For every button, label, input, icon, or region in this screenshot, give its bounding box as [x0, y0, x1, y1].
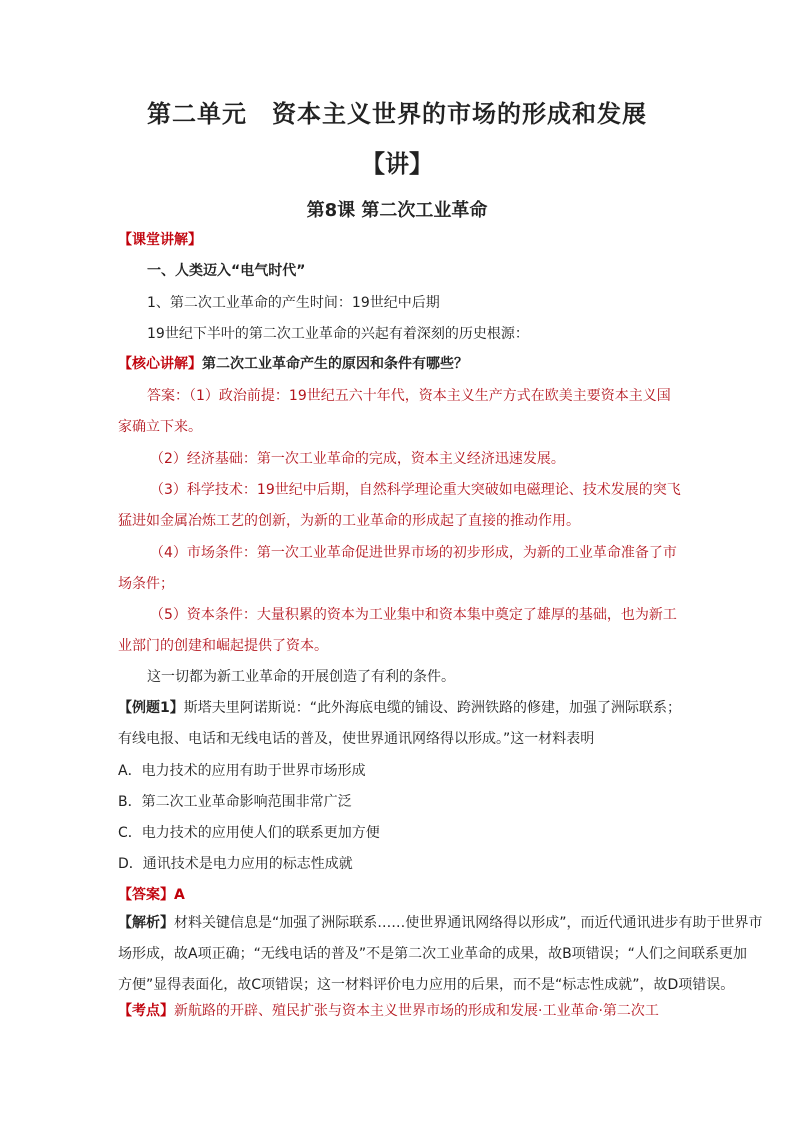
example-text-2: 有线电报、电话和无线电话的普及，使世界通讯网络得以形成。”这一材料表明	[118, 731, 595, 747]
example-label: 【例题1】	[118, 700, 184, 716]
option-b: B．第二次工业革命影响范围非常广泛	[118, 794, 352, 810]
answer-row	[118, 884, 185, 904]
answer-line-8: （5）资本条件：大量积累的资本为工业集中和资本集中奠定了雄厚的基础，也为新工	[150, 607, 677, 623]
example-text-1: 斯塔夫里阿诺斯说：“此外海底电缆的铺设、跨洲铁路的修建，加强了洲际联系；	[183, 700, 682, 716]
example-question	[118, 697, 681, 717]
answer-line-2: 家确立下来。	[118, 419, 202, 435]
option-a: A．电力技术的应用有助于世界市场形成	[118, 763, 366, 779]
analysis-line-3: 方便”显得表面化，故C项错误；这一材料评价电力应用的后果，而不是“标志性成就”，故D项错误。	[118, 977, 735, 993]
answer-line-5: 猛进如金属冶炼工艺的创新，为新的工业革命的形成起了直接的推动作用。	[118, 513, 580, 529]
section-subtitle: 【讲】	[361, 150, 433, 178]
answer-line-4: （3）科学技术：19世纪中后期，自然科学理论重大突破如电磁理论、技术发展的突飞	[150, 482, 681, 498]
answer-line-6: （4）市场条件：第一次工业革命促进世界市场的初步形成，为新的工业革命准备了市	[150, 545, 677, 561]
answer-line-9: 业部门的创建和崛起提供了资本。	[118, 638, 328, 654]
heading-electric-age: 一、人类迈入“电气时代”	[147, 263, 306, 279]
answer-line-3: （2）经济基础：第一次工业革命的完成，资本主义经济迅速发展。	[150, 451, 565, 467]
answer-value: A	[174, 887, 185, 903]
point-text: 新航路的开辟、殖民扩张与资本主义世界市场的形成和发展·工业革命·第二次工	[174, 1003, 659, 1019]
option-c: C．电力技术的应用使人们的联系更加方便	[118, 825, 380, 841]
analysis-label: 【解析】	[118, 915, 174, 931]
option-d: D．通讯技术是电力应用的标志性成就	[118, 856, 353, 872]
analysis-text-1: 材料关键信息是“加强了洲际联系……使世界通讯网络得以形成”，而近代通讯进步有助于世界市	[174, 915, 763, 931]
unit-title: 第二单元 资本主义世界的市场的形成和发展	[147, 100, 647, 128]
answer-line-1: 答案：（1）政治前提：19世纪五六十年代，资本主义生产方式在欧美主要资本主义国	[147, 388, 671, 404]
core-explanation	[118, 353, 468, 373]
core-label: 【核心讲解】	[118, 356, 202, 372]
point-label: 【考点】	[118, 1003, 174, 1019]
exam-point	[118, 1000, 659, 1020]
roots-line: 19世纪下半叶的第二次工业革命的兴起有着深刻的历史根源：	[147, 326, 529, 342]
analysis-line-1	[118, 912, 763, 932]
lesson-title: 第8课 第二次工业革命	[306, 200, 488, 221]
answer-label: 【答案】	[118, 887, 174, 903]
time-line: 1、第二次工业革命的产生时间：19世纪中后期	[147, 295, 440, 311]
classroom-label: 【课堂讲解】	[118, 232, 202, 248]
analysis-line-2: 场形成，故A项正确；“无线电话的普及”不是第二次工业革命的成果，故B项错误；“人们之间联系更加	[118, 946, 747, 962]
core-question: 第二次工业革命产生的原因和条件有哪些？	[202, 356, 468, 372]
summary-line: 这一切都为新工业革命的开展创造了有利的条件。	[147, 669, 455, 685]
answer-line-7: 场条件；	[118, 576, 174, 592]
